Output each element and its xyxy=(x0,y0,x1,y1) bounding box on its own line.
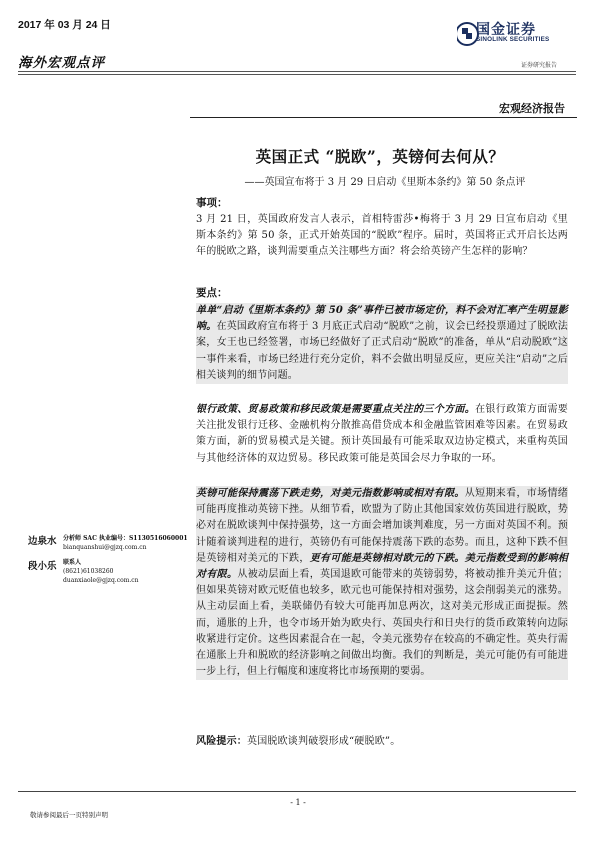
author-meta-1 xyxy=(63,534,188,552)
logo-text-cn: 国金证券 xyxy=(476,21,536,37)
point-paragraph-1 xyxy=(196,303,568,384)
risk-paragraph xyxy=(196,734,568,750)
point-paragraph-2 xyxy=(196,402,568,467)
page-title: 英国正式 “脱欧”，英镑何去何从？ xyxy=(255,147,505,166)
event-paragraph: 3 月 21 日，英国政府发言人表示，首相特雷莎•梅将于 3 月 29 日宣布启动《里斯本条约》第 50 条，正式开始英国的“脱欧”程序。届时，英国将正式开启长达两年的脱欧之路，谈判需要重点关注哪些方面？将会给英镑产生怎样的影响？ xyxy=(196,214,568,258)
page-number: - 1 - xyxy=(290,798,306,807)
author-name-1: 边泉水 xyxy=(28,536,57,547)
author-title-2: 联系人 xyxy=(63,559,82,566)
point-1-body: 在英国政府宣布将于 3 月底正式启动“脱欧”之前，议会已经投票通过了脱欧法案，女王也已经签署，市场已经做好了正式启动“脱欧”的准备，单从“启动脱欧”这一事件来看，市场已经进行充分定价，料不会做出明显反应，更应关注“启动”之后相关谈判的细节问题。 xyxy=(196,321,568,381)
point-3-lead-2: 更有可能是英镑相对欧元的下跌。美元指数受到的影响相对有限。 xyxy=(196,552,569,581)
header-rule-bottom xyxy=(18,74,576,75)
report-type-rule xyxy=(190,117,577,118)
author-email-1: bianquanshui@gjzq.com.cn xyxy=(63,544,147,551)
event-heading: 事项： xyxy=(196,197,228,209)
section-title: 海外宏观点评 xyxy=(18,55,105,71)
point-3-body-b: 从被动层面上看，英国退欧可能带来的英镑弱势，将被动推升美元升值；但如果英镑对欧元贬值也较多，欧元也可能保持相对强势，这会削弱美元的涨势。从主动层面上看，美联储仍有较大可能再加息两次，这对美元形成正面提振。然而，通胀的上升，也令市场开始为欧央行、英国央行和日央行的货币政策转向边际收紧进行定价。这些因素混合在一起，令美元涨势存在较高的不确定性。英央行需在通胀上升和脱欧的经济影响之间做出均衡。我们的判断是，美元可能仍有可能进一步上行，但上行幅度和速度将比市场预期的要弱。 xyxy=(196,569,568,678)
risk-label: 风险提示： xyxy=(196,736,247,747)
point-1-lead: 单单“启动《里斯本条约》第 50 条”事件已被市场定价，料不会对汇率产生明显影响。 xyxy=(196,305,568,333)
footer-rule xyxy=(18,791,576,792)
author-name-2: 段小乐 xyxy=(28,561,57,572)
report-type: 宏观经济报告 xyxy=(499,102,565,115)
logo-subtitle: 证券研究报告 xyxy=(521,62,558,69)
report-date: 2017 年 03 月 24 日 xyxy=(18,19,111,31)
point-paragraph-3 xyxy=(196,486,568,680)
author-title-1: 分析师 SAC 执业编号：S1130516060001 xyxy=(63,535,188,542)
point-2-body: 在银行政策方面需要关注批发银行迁移、金融机构分散推高借贷成本和金融监管困难等因素。在贸易政策方面，新的贸易模式是关键。预计英国最有可能采取双边协定模式，来重构英国与其他经济体的双边贸易。移民政策可能是英国会尽力争取的一环。 xyxy=(196,404,568,464)
author-phone-2: (8621)61038260 xyxy=(63,568,114,575)
point-3-body-a: 从短期来看，市场情绪可能再度推动英镑下挫。从细节看，欧盟为了防止其他国家效仿英国进行脱欧，势必对在脱欧谈判中保持强势，这一方面会增加谈判难度，另一方面对英国不利。预计随着谈判进程的进行，英镑仍有可能保持震荡下跌的态势。而且，这种下跌不但是英镑相对美元的下跌， xyxy=(196,488,568,564)
points-heading: 要点： xyxy=(196,287,228,299)
header-rule-top xyxy=(18,71,576,72)
author-meta-2 xyxy=(63,558,139,585)
logo-text-en: SINOLINK SECURITIES xyxy=(476,36,550,43)
footer-disclaimer: 敬请参阅最后一页特别声明 xyxy=(30,811,108,819)
point-3-lead: 英镑可能保持震荡下跌走势，对美元指数影响或相对有限。 xyxy=(196,488,465,499)
page-subtitle: ——英国宣布将于 3 月 29 日启动《里斯本条约》第 50 条点评 xyxy=(244,177,526,188)
author-email-2: duanxiaole@gjzq.com.cn xyxy=(63,577,139,584)
point-2-lead: 银行政策、贸易政策和移民政策是需要重点关注的三个方面。 xyxy=(196,404,476,415)
risk-text: 英国脱欧谈判破裂形成“硬脱欧”。 xyxy=(247,736,401,747)
